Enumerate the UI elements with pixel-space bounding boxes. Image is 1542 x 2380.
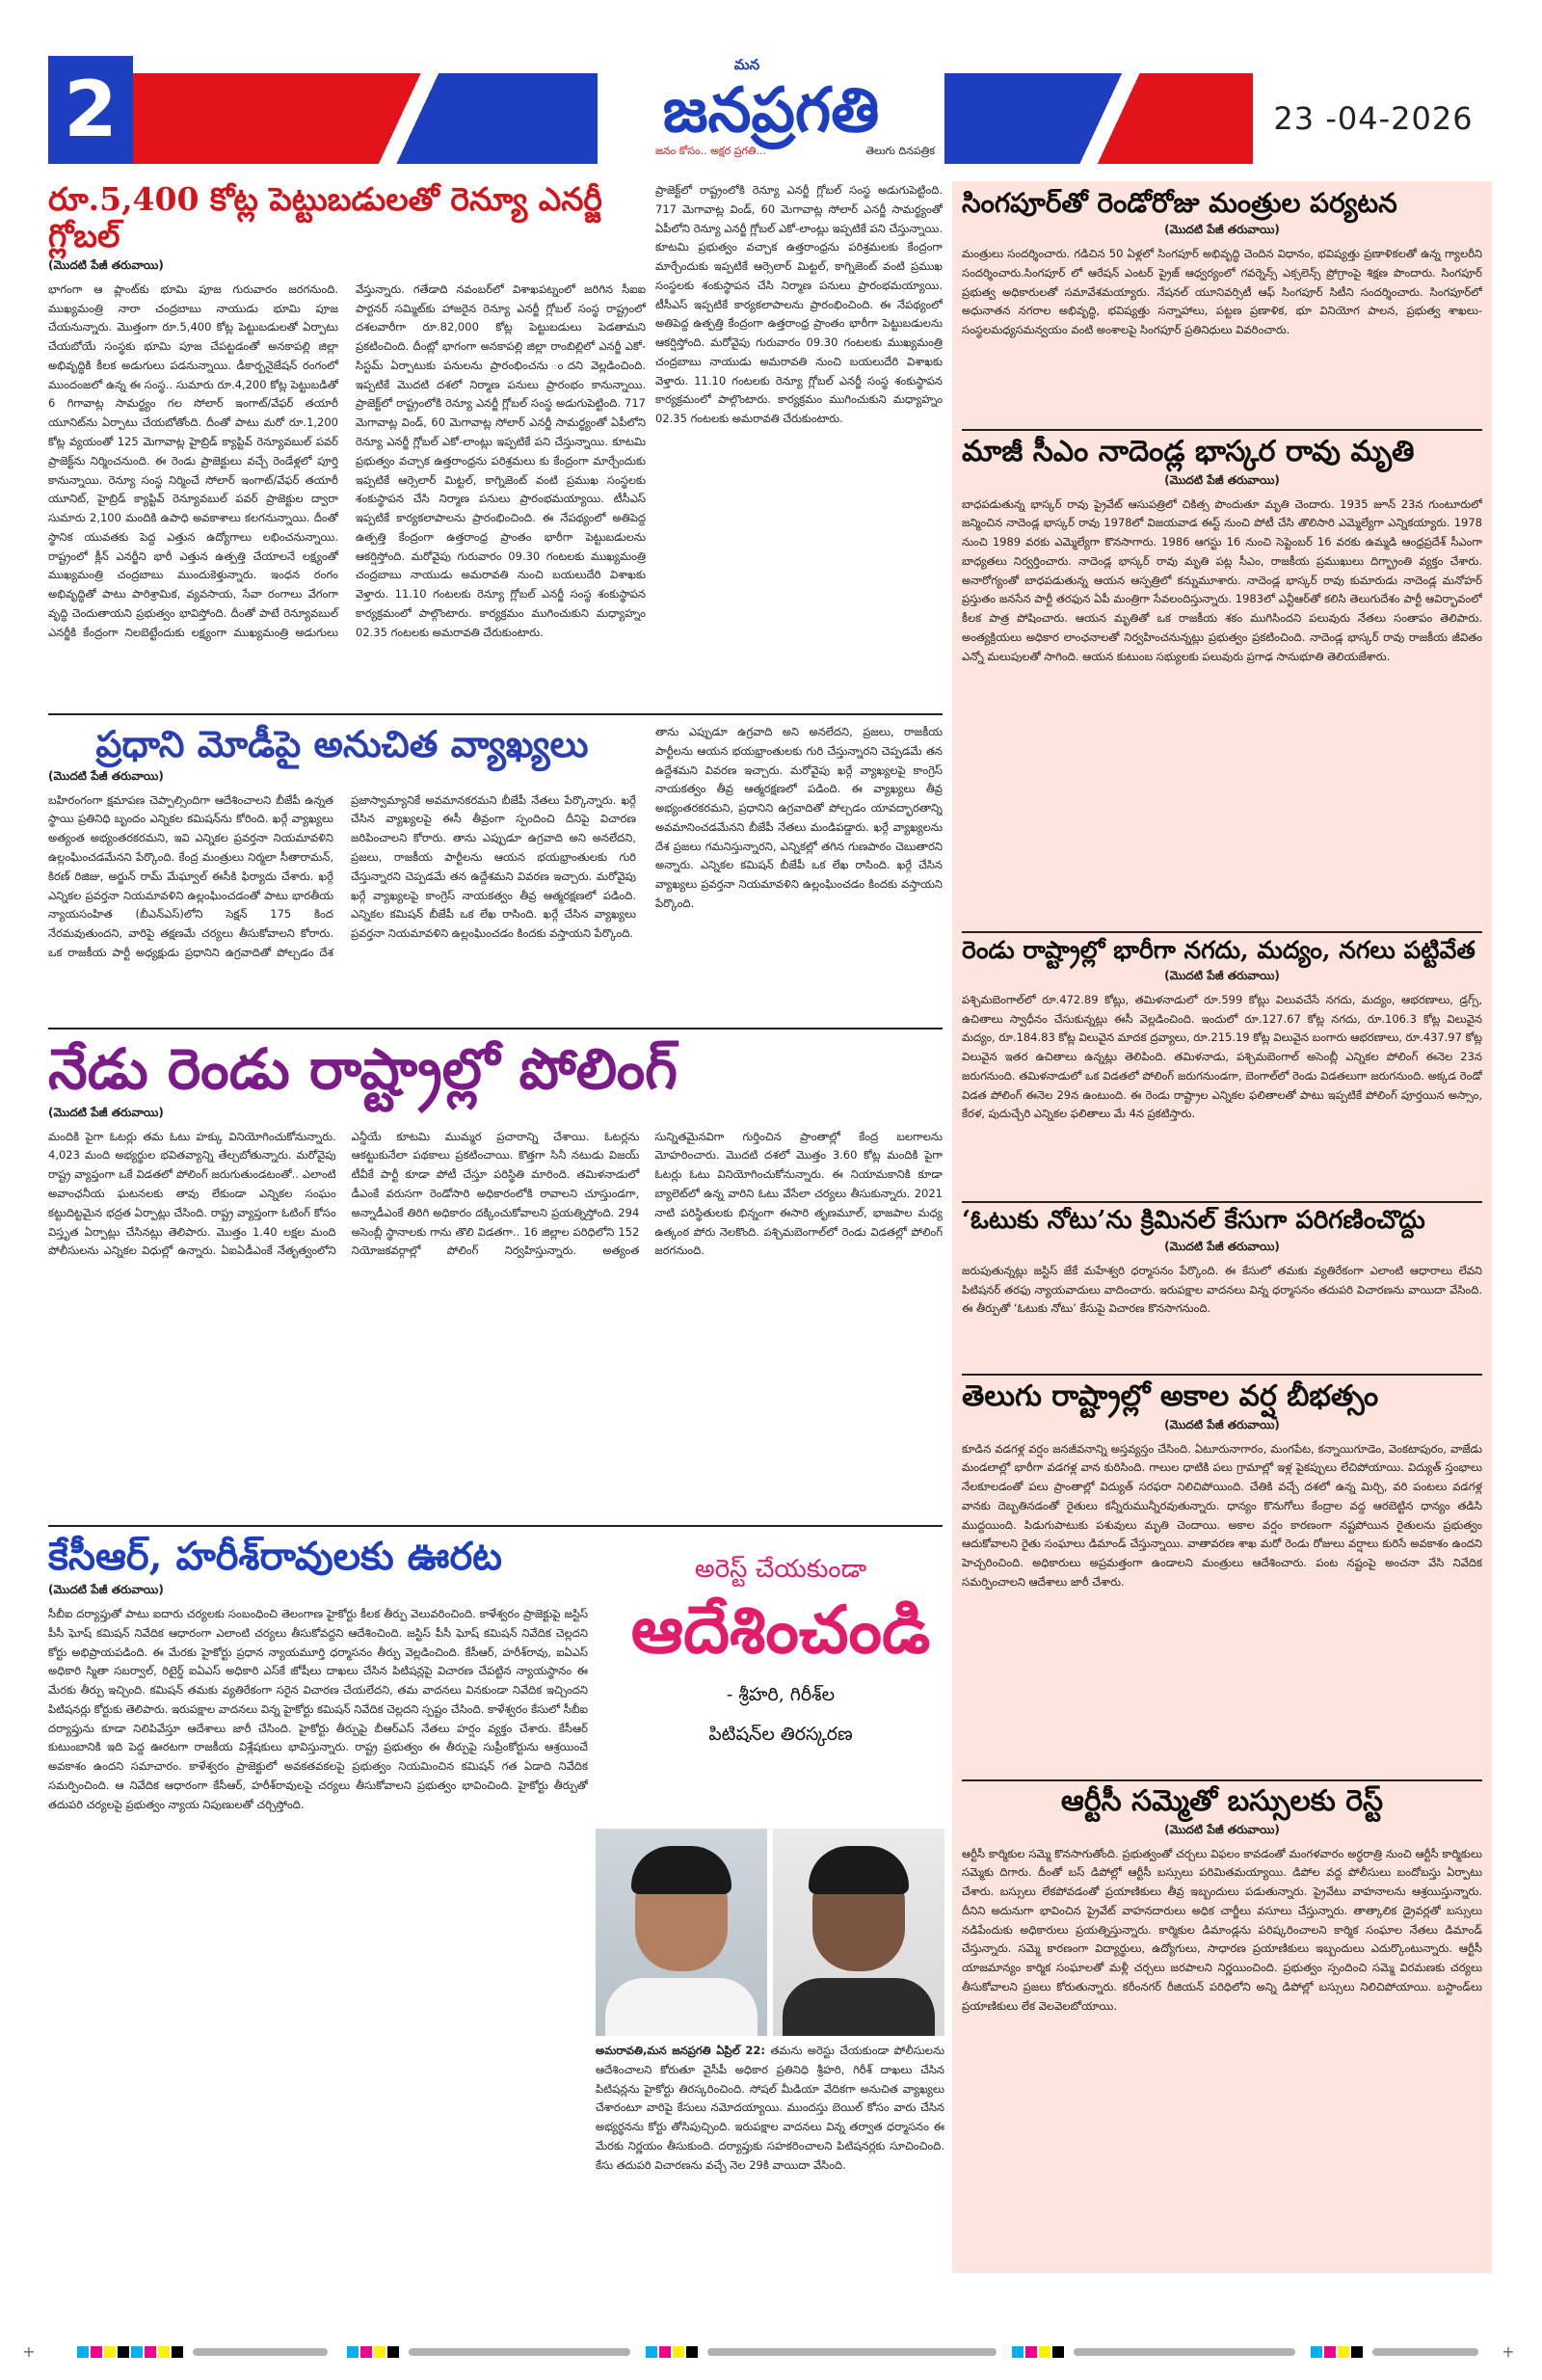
newspaper-logo xyxy=(598,56,944,164)
continued-label: (మొదటి పేజీ తరువాయి) xyxy=(48,768,164,783)
article-kcr-relief xyxy=(48,1535,588,2296)
logo-tagline: జనం కోసం.. అక్షర ప్రగతి... xyxy=(655,145,767,157)
article-unseasonal-rains xyxy=(962,1380,1482,1776)
logo-small-text: మన xyxy=(733,56,760,73)
article-headline: నేడు రెండు రాష్ట్రాల్లో పోలింగ్ xyxy=(48,1037,678,1102)
article-cash-seizure xyxy=(962,937,1482,1197)
logo-main-text: జనప్రగతి xyxy=(662,75,880,147)
masthead xyxy=(48,56,1494,164)
article-body: పశ్చిమబెంగాల్‌లో రూ.472.89 కోట్లు, తమిళనాడులో రూ.599 కోట్లు విలువచేసే నగదు, మద్యం, ఆభరణాలు, డ్రగ్స్, ఉచితాలు స్వాధీనం చేసుకున్నట్లు ఈసీ వెల్లడించింది. ఇందులో రూ.127.67 కోట్ల నగదు, రూ.106.3 కోట్ల విలువైన మద్యం, రూ.184.83 కోట్ల విలువైన మాదక ద్రవ్యాలు, రూ.215.19 కోట్ల విలువైన బంగారు ఆభరణాలు, రూ.437.97 కోట్ల విలువైన ఇతర ఉచితాలు ఉన్నట్లు తెలిపింది. తమిళనాడు, పశ్చిమబెంగాల్ అసెంబ్లీ ఎన్నికల పోలింగ్ ఈనెల 23న జరుగనుంది. తమిళనాడులో ఒక విడతలో పోలింగ్ జరుగనుండగా, బెంగాల్‌లో రెండు విడతలుగా జరుగనుంది. అక్కడ రెండో విడత పోలింగ్ ఈనెల 29న ఉంటుంది. ఈ రెండు రాష్ట్రాల ఎన్నికల ఫలితాలతో పాటు ఇప్పటికే పోలింగ్ పూర్తయిన అస్సాం, కేరళ, పుదుచ్చేరి ఎన్నికల ఫలితాలు మే 4న ప్రకటిస్తారు. xyxy=(962,992,1482,1121)
article-headline: సింగపూర్‌తో రెండోరోజు మంత్రుల పర్యటన xyxy=(962,188,1397,219)
divider xyxy=(962,1201,1482,1203)
dateline: అమరావతి,మన జనప్రగతి ఏప్రిల్ 22: xyxy=(596,2044,766,2057)
petitioner-photo-2 xyxy=(773,1829,944,2036)
article-body-continued: ప్రాజెక్ట్‌లో రాష్ట్రంలోకి రెన్యూ ఎనర్జీ గ్లోబల్ సంస్థ అడుగుపెట్టింది. 717 మెగావాట్ల విండ్, 60 మెగావాట్ల సోలార్ ఎనర్జీ సామర్థ్యంతో ఏపీలోని రెన్యూ ఎనర్జీ గ్లోబల్ ఎకో-లాంట్లు ఇప్పటికే పని చేస్తున్నాయి. కూటమి ప్రభుత్వం వచ్చాక ఉత్తరాంధ్రను పరిశ్రమలకు కేంద్రంగా మార్చేందుకు ఇప్పటికే ఆర్సెలార్ మిట్టల్, కాగ్నిజెంట్‌ వంటి ప్రముఖ సంస్థలకు శంకుస్థాపన చేసి నిర్మాణ పనులు ప్రారంభమయ్యాయి. టీసీఎస్ ఇప్పటికే కార్యకలాపాలను ప్రారంభించింది. ఈ నేపథ్యంలో అతిపెద్ద ఉత్పత్తి కేంద్రంగా ఉత్తరాంధ్ర ప్రాంతం భారీగా పెట్టుబడులను ఆకర్షిస్తోంది. మరోవైపు గురువారం 09.30 గంటలకు ముఖ్యమంత్రి చంద్రబాబు నాయుడు అమరావతి నుంచి బయలుదేరి విశాఖకు వెళ్తారు. 11.10 గంటలకు రెన్యూ గ్లోబల్ ఎనర్జీ సంస్థ శంకుస్థాపన కార్యక్రమంలో పాల్గొంటారు. కార్యక్రమం ముగించుకుని మధ్యాహ్నం 02.35 గంటలకు అమరావతి చేరుకుంటారు. xyxy=(655,183,943,426)
article-body-continued: తాను ఎప్పుడూ ఉగ్రవాది అని అనలేదని, ప్రజలు, రాజకీయ పార్టీలను ఆయన భయభ్రాంతులకు గురి చేస్తున్నారని చెప్పడమే తన ఉద్దేశమని వివరణ ఇచ్చారు. మరోవైపు ఖర్గే వ్యాఖ్యలపై కాంగ్రెస్ నాయకత్వం తీవ్ర ఆత్మరక్షణలో పడింది. ఈ వ్యాఖ్యలు తీవ్ర అభ్యంతరకరమని, ప్రధానిని ఉగ్రవాదితో పోల్చడం యావద్భారతాన్ని అవమానించడమేనని బీజేపీ నేతలు మండిపడ్డారు. ఖర్గే వ్యాఖ్యలను దేశ ప్రజలు గమనిస్తున్నారని, ఎన్నికల్లో తగిన గుణపాఠం చెబుతారని అన్నారు. ఎన్నికల కమిషన్ బీజేపీ ఒక లేఖ రాసింది. ఖర్గే చేసిన వ్యాఖ్యలు ప్రవర్తనా నియమావళిని ఉల్లంఘించడం కిందకు వస్తాయని పేర్కొంది. xyxy=(655,725,943,910)
article-body: మంత్రులు సందర్శించారు. గడిచిన 50 ఏళ్లలో సింగపూర్ అభివృద్ధి చెందిన విధానం, భవిష్యత్తు ప్రణాళికలతో ఉన్న గ్యాలరీని సందర్శించారు.సింగపూర్ లో ఆరేషన్ ఎంటర్ ప్రైజ్ ఆధ్వర్యంలో గవర్నెన్స్ ఎక్సలెన్స్ ప్రోగ్రాంపై శిక్షణ పొందారు. సింగపూర్ ప్రభుత్వ అధికారులతో సమావేశమయ్యారు. నేషనల్ యూనివర్సిటీ ఆఫ్ సింగపూర్ సిటీని సందర్శించారు. సింగపూర్‌లో అధునాతన నగరాల అభివృద్ధి, భవిష్యత్తు సన్నాహాలు, పట్టణ ప్రణాళిక, భూ వినియోగ పాలన, ప్రభుత్వ శాఖలు- సంస్థలమధ్యసమన్వయం వంటి అంశాలపై సింగపూర్ ప్రతినిధులు వివరించారు. xyxy=(962,247,1482,337)
petitioner-photos xyxy=(596,1829,944,2036)
continued-label: (మొదటి పేజీ తరువాయి) xyxy=(1164,1417,1280,1431)
continued-label: (మొదటి పేజీ తరువాయి) xyxy=(1164,968,1280,982)
continued-label: (మొదటి పేజీ తరువాయి) xyxy=(1164,472,1280,487)
divider xyxy=(48,1028,943,1030)
article-headline: ప్రధాని మోడీపై అనుచిత వ్యాఖ్యలు xyxy=(95,723,589,765)
continued-label: (మొదటి పేజీ తరువాయి) xyxy=(48,1105,164,1119)
article-headline: ఆదేశించండి xyxy=(630,1591,931,1669)
article-headline: రెండు రాష్ట్రాల్లో భారీగా నగదు, మద్యం, నగలు పట్టివేత xyxy=(962,937,1476,964)
article-body: ఆర్టీసీ కార్మికుల సమ్మె కొనసాగుతోంది. ప్రభుత్వంతో చర్చలు విఫలం కావడంతో మంగళవారం అర్ధరాత్రి నుంచి ఆర్టీసీ కార్మికులు సమ్మెకు దిగారు. దీంతో బస్ డిపోల్లో ఆర్టీసీ బస్సులు పరిమితమయ్యాయి. డిపోల వద్ద పోలీసులు బందోబస్తు ఏర్పాటు చేశారు. బస్సులు లేకపోవడంతో ప్రయాణికులు తీవ్ర ఇబ్బందులు పడుతున్నారు. ప్రైవేటు వాహనాలను ఆశ్రయిస్తున్నారు. దీనిని అదునుగా భావించిన ప్రైవేట్ వాహనదారులు అధిక చార్జీలు వసూలు చేస్తున్నారు. తాత్కాలిక డ్రైవర్లతో బస్సులు నడిపేందుకు అధికారులు ప్రయత్నిస్తున్నారు. కార్మికుల డిమాండ్లను పరిష్కరించాలని కార్మిక సంఘాల నేతలు డిమాండ్ చేస్తున్నారు. సమ్మె కారణంగా విద్యార్థులు, ఉద్యోగులు, సాధారణ ప్రయాణికులు ఇబ్బందులు ఎదుర్కొంటున్నారు. ఆర్టీసీ యాజమాన్యం కార్మిక సంఘాలతో మళ్లీ చర్చలు జరపాలని నిర్ణయించింది. ప్రభుత్వం స్పందించి సమ్మె విరమణకు చర్యలు తీసుకోవాలని ప్రజలు కోరుతున్నారు. కరీంనగర్ రీజియన్ పరిధిలోని అన్ని డిపోల్లో బస్సులు నిలిచిపోయాయి. బస్టాండ్‌లు ప్రయాణికులు లేక వెలవెలబోయాయి. xyxy=(962,1846,1482,2013)
article-headline: ‘ఓటుకు నోటు’ను క్రిమినల్ కేసుగా పరిగణించొద్దు xyxy=(962,1207,1425,1235)
continued-label: (మొదటి పేజీ తరువాయి) xyxy=(1164,1239,1280,1253)
headline-kicker: అరెస్ట్ చేయకుండా xyxy=(694,1555,867,1584)
continued-label: (మొదటి పేజీ తరువాయి) xyxy=(1164,223,1280,237)
article-renew-energy xyxy=(48,181,646,707)
article-body: బాధపడుతున్న భాస్కర్ రావు ప్రైవేట్ ఆసుపత్రిలో చికిత్స పొందుతూ మృతి చెందారు. 1935 జూన్ 23న గుంటూరులో జన్మించిన నాదెండ్ల భాస్కర్ రావు 1978లో విజయవాడ ఈస్ట్ నుంచి పోటీ చేసి తొలిసారి ఎమ్మెల్యేగా ఎన్నికయ్యారు. 1978 నుంచి 1989 వరకు ఎమ్మెల్యేగా కొనసాగారు. 1986 ఆగస్టు 16 నుంచి సెప్టెంబర్ 16 వరకు ఉమ్మడి ఆంధ్రప్రదేశ్ సీఎంగా బాధ్యతలు నిర్వర్తించారు. నాదెండ్ల భాస్కర్ రావు మృతి పట్ల సీఎం, రాజకీయ ప్రముఖులు దిగ్భ్రాంతి వ్యక్తం చేశారు. అనారోగ్యంతో బాధపడుతున్న ఆయన ఆస్పత్రిలో కన్నుమూశారు. నాదెండ్ల భాస్కర్ రావు కుమారుడు నాదెండ్ల మనోహర్ ప్రస్తుతం జనసేన పార్టీ తరఫున ఏపీ మంత్రిగా సేవలందిస్తున్నారు. 1983లో ఎన్టీఆర్‌తో కలిసి తెలుగుదేశం పార్టీ ఆవిర్భావంలో కీలక పాత్ర పోషించారు. ఆయన మృతితో ఒక రాజకీయ శకం ముగిసిందని పలువురు నేతలు సంతాపం తెలిపారు. అంత్యక్రియలు అధికార లాంఛనాలతో నిర్వహించనున్నట్లు ప్రభుత్వం ప్రకటించింది. నాదెండ్ల భాస్కర్ రావు రాజకీయ జీవితం ఎన్నో మలుపులతో సాగింది. ఆయన కుటుంబ సభ్యులకు పలువురు ప్రగాఢ సానుభూతి తెలియజేశారు. xyxy=(962,496,1482,663)
divider xyxy=(962,1374,1482,1376)
article-body: సీబీఐ దర్యాప్తుతో పాటు ఐదారు చర్యలకు సంబంధించి తెలంగాణ హైకోర్టు కీలక తీర్పు వెలువరించింది. కాళేశ్వరం ప్రాజెక్టుపై జస్టిస్ పీసీ ఘోష్ కమిషన్ నివేదిక ఆధారంగా ఎలాంటి చర్యలు తీసుకోవద్దని ఆదేశించింది. జస్టిస్ పీసీ ఘోష్ కమిషన్ నివేదిక చెల్లదని కోర్టు అభిప్రాయపడింది. ఈ మేరకు హైకోర్టు ప్రధాన న్యాయమూర్తి ధర్మాసనం తీర్పు వెల్లడించింది. కేసీఆర్, హరీశ్‌రావు, ఐఏఎస్ అధికారి స్మితా సబర్వాల్, రిటైర్డ్ ఐఏఎస్ అధికారి ఎస్‌కే జోషీలు దాఖలు చేసిన పిటిషన్లపై విచారణ చేపట్టిన న్యాయస్థానం ఈ మేరకు తీర్పు ఇచ్చింది. కమిషన్ తమకు వ్యతిరేకంగా సరైన విచారణ చేయలేదని, తమ వాదనలు వినకుండా నివేదిక ఇచ్చిందని పిటిషనర్లు కోర్టుకు తెలిపారు. ఇరుపక్షాల వాదనలు విన్న హైకోర్టు కమిషన్ నివేదిక చెల్లదని స్పష్టం చేసింది. కాళేశ్వరం కేసులో సీబీఐ దర్యాప్తును కూడా నిలిపివేస్తూ ఆదేశాలు జారీ చేసింది. హైకోర్టు తీర్పుపై బీఆర్ఎస్ నేతలు హర్షం వ్యక్తం చేశారు. కేసీఆర్ కుటుంబానికి ఇది పెద్ద ఊరటగా రాజకీయ విశ్లేషకులు భావిస్తున్నారు. రాష్ట్ర ప్రభుత్వం ఈ తీర్పుపై సుప్రీంకోర్టును ఆశ్రయించే అవకాశం ఉందని సమాచారం. కాళేశ్వరం ప్రాజెక్టులో అవకతవకలపై ప్రభుత్వం నియమించిన కమిషన్ గత ఏడాది నివేదిక సమర్పించింది. ఆ నివేదిక ఆధారంగా కేసీఆర్, హరీశ్‌రావులపై చర్యలు తీసుకోవాలని ప్రభుత్వం భావించింది. హైకోర్టు తీర్పుతో తదుపరి చర్యలపై ప్రభుత్వం న్యాయ నిపుణులతో చర్చిస్తోంది. xyxy=(48,1607,588,1811)
article-body: మందికి పైగా ఓటర్లు తమ ఓటు హక్కు వినియోగించుకోనున్నారు. 4,023 మంది అభ్యర్థుల భవితవ్యాన్ని తేల్చబోతున్నారు. మరోవైపు రాష్ట్ర వ్యాప్తంగా ఒకే విడతలో పోలింగ్ జరుగుతుండటంతో.. ఎలాంటి అవాంఛనీయ ఘటనలకు తావు లేకుండా ఎన్నికల సంఘం కట్టుదిట్టమైన భద్రత ఏర్పాట్లు చేసింది. రాష్ట్ర వ్యాప్తంగా ఓటింగ్ కోసం విస్తృత ఏర్పాట్లు చేసినట్లు తెలిపారు. మొత్తం 1.40 లక్షల మంది పోలీసులను ఎన్నికల విధుల్లో ఉన్నారు. ఏఐఏడీఎంకే నేతృత్వంలోని ఎన్డీయే కూటమి ముమ్మర ప్రచారాన్ని చేశాయి. ఓటర్లను ఆకట్టుకునేలా పథకాలు ప్రకటించాయి. కొత్తగా సినీ నటుడు విజయ్ టీవీకే పార్టీ కూడా పోటీ చేస్తూ పరిస్థితి మారింది. తమిళనాడులో డీఎంకే వరుసగా రెండోసారి అధికారంలోకి రావాలని చూస్తుండగా, అన్నాడీఎంకే తిరిగి అధికారం దక్కించుకోవాలని ప్రయత్నిస్తోంది. 294 అసెంబ్లీ స్థానాలకు గాను తొలి విడతగా.. 16 జిల్లాల పరిధిలోని 152 నియోజకవర్గాల్లో పోలింగ్ నిర్వహిస్తున్నారు. అత్యంత సున్నితమైనవిగా గుర్తించిన ప్రాంతాల్లో కేంద్ర బలగాలను మోహరించారు. మొదటి దశలో మొత్తం 3.60 కోట్ల మందికి పైగా ఓటర్లు ఓటు వినియోగించుకోనున్నారు. ఈ నియామకానికి కూడా బ్యాలెట్‌లో ఉన్న వారిని ఓటు వేసేలా చర్యలు తీసుకున్నారు. 2021 నాటి పరిస్థితులకు భిన్నంగా ఈసారి తృణమూల్, భాజపాల మధ్య ఉత్కంఠ పోరు నెలకొంది. పశ్చిమబెంగాల్‌లో రెండు విడతల్లో పోలింగ్ జరగనుంది. xyxy=(48,1129,943,1258)
byline: - శ్రీహరి, గిరీశ్‌ల xyxy=(726,1684,836,1705)
article-arrest-body xyxy=(596,2042,944,2292)
page-number: 2 xyxy=(48,56,133,164)
article-headline: తెలుగు రాష్ట్రాల్లో అకాల వర్ష బీభత్సం xyxy=(962,1380,1379,1413)
divider xyxy=(962,429,1482,431)
petitioner-photo-1 xyxy=(596,1829,767,2036)
divider xyxy=(962,1779,1482,1781)
article-body: తమను అరెస్టు చేయకుండా పోలీసులను ఆదేశించాలని కోరుతూ వైసీపీ అధికార ప్రతినిధి శ్రీహరి, గిరీశ్ దాఖలు చేసిన పిటిషన్లను హైకోర్టు తిరస్కరించింది. సోషల్ మీడియా వేదికగా అనుచిత వ్యాఖ్యలు చేశారంటూ వారిపై కేసులు నమోదయ్యాయి. ముందస్తు బెయిల్ కోసం వారు చేసిన అభ్యర్థనను కోర్టు తోసిపుచ్చింది. ఇరుపక్షాల వాదనలు విన్న తర్వాత ధర్మాసనం ఈ మేరకు నిర్ణయం తీసుకుంది. దర్యాప్తుకు సహకరించాలని పిటిషనర్లకు సూచించింది. కేసు తదుపరి విచారణను వచ్చే నెల 29కి వాయిదా వేసింది. xyxy=(596,2044,944,2172)
continued-label: (మొదటి పేజీ తరువాయి) xyxy=(48,257,164,272)
article-polling xyxy=(48,1037,943,1519)
article-arrest-petition xyxy=(617,1555,944,1825)
article-singapore xyxy=(962,188,1482,424)
print-registration-bar: + + xyxy=(22,2342,1515,2361)
divider xyxy=(962,931,1482,933)
article-bhaskar-rao xyxy=(962,436,1482,927)
logo-type: తెలుగు దినపత్రిక xyxy=(865,145,935,157)
continued-label: (మొదటి పేజీ తరువాయి) xyxy=(48,1583,164,1596)
article-body: బహిరంగంగా క్షమాపణ చెప్పాల్సిందిగా ఆదేశించాలని బీజేపీ ఉన్నత స్థాయి ప్రతినిధి బృందం ఎన్నికల కమిషన్‌ను కోరింది. ఖర్గే వ్యాఖ్యలు అత్యంత అభ్యంతరకరమని, ఇవి ఎన్నికల ప్రవర్తనా నియమావళిని ఉల్లంఘించడమేనని పేర్కొంది. కేంద్ర మంత్రులు నిర్మలా సీతారామన్, కిరణ్ రిజిజు, అర్జున్ రామ్ మేఘ్వాల్ ఈసీకి ఫిర్యాదు చేశారు. ఖర్గే ఎన్నికల ప్రవర్తనా నియమావళిని ఉల్లంఘించడంతో పాటు భారతీయ న్యాయసంహిత (బీఎన్ఎస్)లోని సెక్షన్ 175 కింద నేరమవుతుందని, వారిపై తక్షణమే చర్యలు తీసుకోవాలని కోరారు. ఒక రాజకీయ పార్టీ అధ్యక్షుడు ప్రధానిని ఉగ్రవాదితో పోల్చడం దేశ ప్రజాస్వామ్యానికే అవమానకరమని బీజేపీ నేతలు పేర్కొన్నారు. ఖర్గే చేసిన వ్యాఖ్యలపై ఈసీ తీవ్రంగా స్పందించి దీనిపై విచారణ జరిపించాలని కోరారు. తాను ఎప్పుడూ ఉగ్రవాది అని అనలేదని, ప్రజలు, రాజకీయ పార్టీలను ఆయన భయభ్రాంతులకు గురి చేస్తున్నారని చెప్పడమే తన ఉద్దేశమని వివరణ ఇచ్చారు. మరోవైపు ఖర్గే వ్యాఖ్యలపై కాంగ్రెస్ నాయకత్వం తీవ్ర ఆత్మరక్షణలో పడింది. ఎన్నికల కమిషన్ బీజేపీ ఒక లేఖ రాసింది. ఖర్గే చేసిన వ్యాఖ్యలు ప్రవర్తనా నియమావళిని ఉల్లంఘించడం కిందకు వస్తాయని పేర్కొంది. xyxy=(48,792,636,959)
article-rtc-strike xyxy=(962,1785,1482,2267)
article-body: భాగంగా ఆ ప్లాంట్‌కు భూమి పూజ గురువారం జరగనుంది. ముఖ్యమంత్రి నారా చంద్రబాబు నాయుడు భూమి పూజ చేయనున్నారు. మొత్తంగా రూ.5,400 కోట్ల పెట్టుబడులతో ఏర్పాటు చేయబోయే సంస్థకు భూమి పూజ చేపట్టడంతో అనకాపల్లి జిల్లా అభివృద్ధికి కీలక అడుగులు పడనున్నాయి. డీకార్బనైజేషన్ రంగంలో ముందంజలో ఉన్న ఈ సంస్థ.. సుమారు రూ.4,200 కోట్ల పెట్టుబడితో 6 గిగావాట్ల సామర్థ్యం గల సోలార్ ఇంగాట్/వేఫర్ తయారీ యూనిట్‌ను ఏర్పాటు చేయబోతోంది. దీంతో పాటు మరో రూ.1,200 కోట్ల వ్యయంతో 125 మెగావాట్ల హైబ్రిడ్ క్యాప్టివ్ రెన్యూవబుల్ పవర్ ప్రాజెక్ట్‌ను నిర్మించనుంది. ఈ రెండు ప్రాజెక్టులు వచ్చే రెండేళ్లలో పూర్తి కానున్నాయి. రెన్యూ సంస్థ నిర్మించే సోలార్ ఇంగాట్/వేఫర్ తయారీ యూనిట్, హైబ్రిడ్ క్యాప్టివ్ రెన్యూవబుల్ పవర్ ప్రాజెక్టుల ద్వారా సుమారు 2,100 మందికి ఉపాధి అవకాశాలు కలగనున్నాయి. దీంతో స్థానిక యువతకు పెద్ద ఎత్తున ఉద్యోగాలు లభించనున్నాయి. రాష్ట్రంలో క్లీన్ ఎనర్జీని భారీ ఎత్తున ఉత్పత్తి చేయాలనే లక్ష్యంతో ముఖ్యమంత్రి చంద్రబాబు ముందుకెళ్తున్నారు. ఇంధన రంగం అభివృద్ధితో పాటు పారిశ్రామిక, వ్యవసాయ, సేవా రంగాలు వేగంగా వృద్ధి చెందుతాయని ప్రభుత్వం భావిస్తోంది. దీంతో పాటే రెన్యూవబుల్ ఎనర్జీకి కేంద్రంగా నిలబెట్టేందుకు లక్ష్యంగా ముఖ్యమంత్రి అడుగులు వేస్తున్నారు. గతేడాది నవంబర్‌లో విశాఖపట్నంలో జరిగిన సీఐఐ పార్టనర్ సమ్మిట్‌కు హాజరైన రెన్యూ ఎనర్జీ గ్లోబల్ సంస్థ రాష్ట్రంలో దశలవారీగా రూ.82,000 కోట్ల పెట్టుబడులు పెడతామని ప్రకటించింది. దీంట్లో భాగంగా అనకాపల్లి జిల్లా రాంబిల్లిలో ఎనర్జీ ఎకో-సిస్టమ్ ఏర్పాటుకు పనులను ప్రారంభించను ందని వెల్లడించింది. ఇప్పటికే మొదటి దశలో నిర్మాణ పనులు ప్రారంభం కానున్నాయి. ప్రాజెక్ట్‌లో రాష్ట్రంలోకి రెన్యూ ఎనర్జీ గ్లోబల్ సంస్థ అడుగుపెట్టింది. 717 మెగావాట్ల విండ్, 60 మెగావాట్ల సోలార్ ఎనర్జీ సామర్థ్యంతో ఏపీలోని రెన్యూ ఎనర్జీ గ్లోబల్ ఎకో-లాంట్లు ఇప్పటికే పని చేస్తున్నాయి. కూటమి ప్రభుత్వం వచ్చాక ఉత్తరాంధ్రను పరిశ్రమలు కు కేంద్రంగా మార్చేందుకు ఇప్పటికే ఆర్సెలార్ మిట్టల్, కాగ్నిజెంట్‌ వంటి ప్రముఖ సంస్థలకు శంకుస్థాపన చేసి నిర్మాణ పనులు ప్రారంభమయ్యాయి. టీసీఎస్ ఇప్పటికే కార్యకలాపాలను ప్రారంభించింది. ఈ నేపథ్యంలో అతిపెద్ద ఉత్పత్తి కేంద్రంగా ఉత్తరాంధ్ర ప్రాంతం భారీగా పెట్టుబడులను ఆకర్షిస్తోంది. మరోవైపు గురువారం 09.30 గంటలకు ముఖ్యమంత్రి చంద్రబాబు నాయుడు అమరావతి నుంచి బయలుదేరి విశాఖకు వెళ్తారు. 11.10 గంటలకు రెన్యూ గ్లోబల్ ఎనర్జీ సంస్థ శంకుస్థాపన కార్యక్రమంలో పాల్గొంటారు. కార్యక్రమం ముగించుకుని మధ్యాహ్నం 02.35 గంటలకు అమరావతి చేరుకుంటారు. xyxy=(48,281,646,639)
article-body: కూడిన వడగళ్ల వర్షం జనజీవనాన్ని అస్తవ్యస్తం చేసింది. ఏటూరునాగారం, మంగపేట, కన్నాయిగూడెం, వెంకటాపురం, వాజేడు మండలాల్లో భారీగా వడగళ్ల వాన కురిసింది. గాలుల ధాటికి పలు గ్రామాల్లో ఇళ్ల పైకప్పులు లేచిపోయాయి. విద్యుత్ స్తంభాలు నేలకూలడంతో పలు ప్రాంతాల్లో విద్యుత్ సరఫరా నిలిచిపోయింది. చేతికి వచ్చే దశలో ఉన్న మిర్చి, వరి పంటలు వడగళ్ల వానకు దెబ్బతినడంతో రైతులు కన్నీరుమున్నీరవుతున్నారు. ధాన్యం కొనుగోలు కేంద్రాల వద్ద ఆరబెట్టిన ధాన్యం తడిసి ముద్దయింది. పిడుగుపాటుకు పశువులు మృతి చెందాయి. అకాల వర్షం కారణంగా నష్టపోయిన రైతులను ప్రభుత్వం ఆదుకోవాలని రైతు సంఘాలు డిమాండ్ చేస్తున్నాయి. వాతావరణ శాఖ మరో రెండు రోజులు వర్షాలు కురిసే అవకాశం ఉందని హెచ్చరించింది. అధికారులు అప్రమత్తంగా ఉండాలని మంత్రులు ఆదేశించారు. పంట నష్టంపై అంచనా వేసి నివేదిక సమర్పించాలని ఆదేశాలు జారీ చేశారు. xyxy=(962,1441,1482,1589)
issue-date: 23 -04-2026 xyxy=(1253,73,1494,164)
article-modi-remarks-continued xyxy=(655,723,943,1022)
article-headline: ఆర్టీసీ సమ్మెతో బస్సులకు రెస్ట్ xyxy=(1060,1785,1384,1818)
article-headline: రూ.5,400 కోట్ల పెట్టుబడులతో రెన్యూ ఎనర్జీ గ్లోబల్ xyxy=(48,181,602,254)
continued-label: (మొదటి పేజీ తరువాయి) xyxy=(1164,1822,1280,1836)
article-vote-for-note xyxy=(962,1207,1482,1371)
article-renew-energy-continued xyxy=(655,181,943,707)
article-headline: కేసీఆర్, హరీశ్‌రావులకు ఊరట xyxy=(48,1535,503,1579)
sub-headline: పిటిషన్‌ల తిరస్కరణ xyxy=(708,1724,853,1745)
divider xyxy=(48,1525,943,1527)
article-headline: మాజీ సీఎం నాదెండ్ల భాస్కర రావు మృతి xyxy=(962,436,1415,468)
article-modi-remarks xyxy=(48,723,636,1022)
divider xyxy=(48,713,943,715)
article-body: జరుపుతున్నట్లు జస్టిస్ జేకే మహేశ్వరి ధర్మాసనం పేర్కొంది. ఈ కేసులో తమకు వ్యతిరేకంగా ఎలాంటి ఆధారాలు లేవని పిటిషనర్ తరఫు న్యాయవాదులు వాదించారు. ఇరుపక్షాల వాదనలు విన్న ధర్మాసనం తదుపరి విచారణను వాయిదా వేసింది. ఈ తీర్పుతో ‘ఓటుకు నోటు’ కేసుపై విచారణ కొనసాగనుంది. xyxy=(962,1263,1482,1316)
